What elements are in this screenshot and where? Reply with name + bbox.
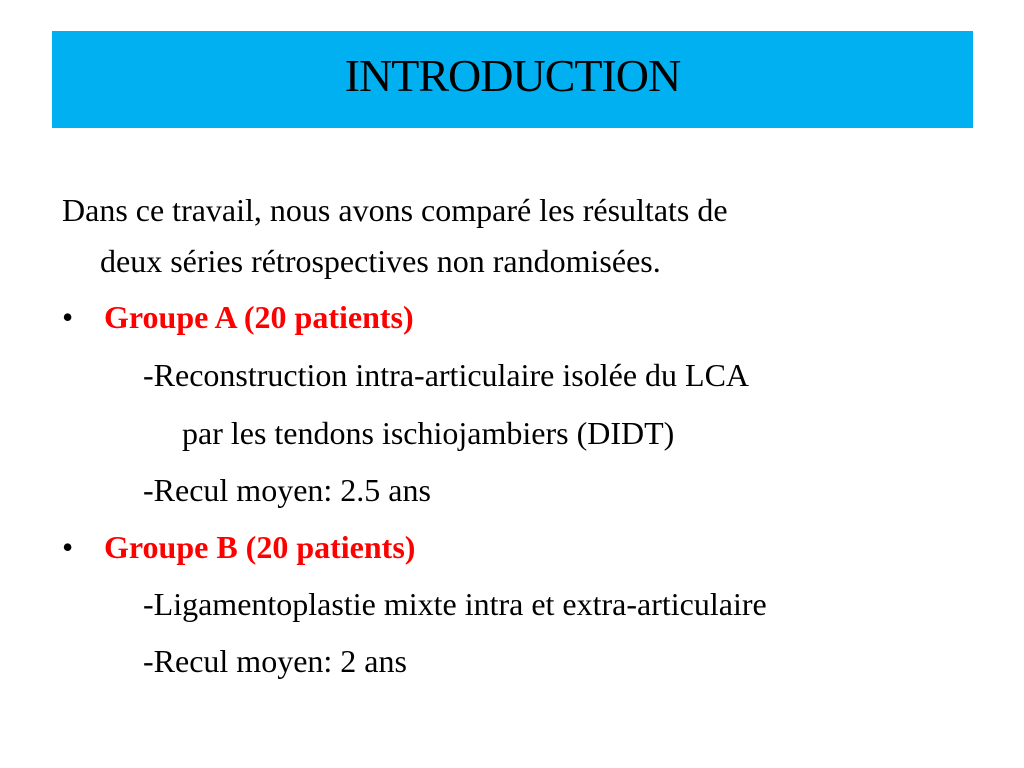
group-a-detail-3: -Recul moyen: 2.5 ans (143, 472, 431, 508)
group-a-item (62, 297, 414, 337)
group-b-detail-2: -Recul moyen: 2 ans (143, 643, 407, 679)
bullet-icon: • (62, 529, 74, 565)
group-a-detail-2: par les tendons ischiojambiers (DIDT) (182, 415, 675, 451)
title-bar (52, 31, 973, 128)
intro-line-2: deux séries rétrospectives non randomisées. (100, 243, 661, 279)
group-a-label: Groupe A (20 patients) (104, 299, 414, 335)
slide-title: INTRODUCTION (344, 50, 681, 101)
group-b-label: Groupe B (20 patients) (104, 529, 416, 565)
group-b-detail-1: -Ligamentoplastie mixte intra et extra-articulaire (143, 586, 767, 622)
group-b-item (62, 527, 415, 567)
intro-line-1: Dans ce travail, nous avons comparé les résultats de (62, 192, 728, 228)
group-a-detail-1: -Reconstruction intra-articulaire isolée du LCA (143, 357, 750, 393)
bullet-icon: • (62, 299, 74, 335)
